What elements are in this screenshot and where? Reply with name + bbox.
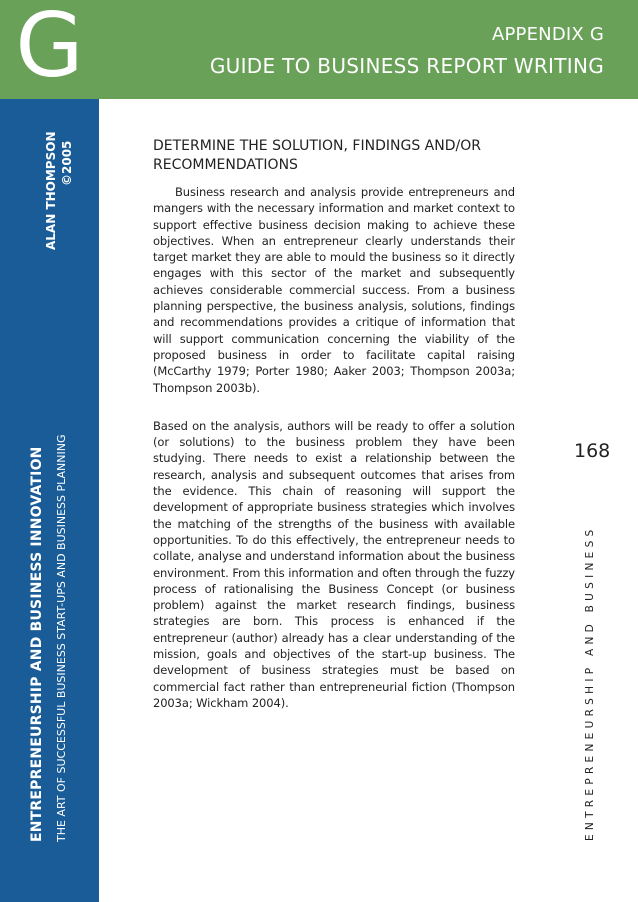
page-number: 168: [574, 440, 611, 462]
body-paragraph-2: Based on the analysis, authors will be ready to offer a solution (or solutions) to the business problem they have been studying. There needs to exist a relationship between the research, analysis and subsequent outcomes that arises from the evidence. This chain of reasoning will support the development of appropriate business strategies which involves the matching of the strengths of the business with available opportunities. To do this effectively, the entrepreneur needs to collate, analyse and understand information about the business environment. From this information and often through the fuzzy process of rationalising the Business Concept (or business problem) against the market research findings, business strategies are born. This process is enhanced if the entrepreneur (author) already has a clear understanding of the mission, goals and objectives of the start-up business. The development of business strategies must be based on commercial fact rather than entrepreneurial fiction (Thompson 2003a; Wickham 2004).: [153, 418, 515, 710]
appendix-label: APPENDIX G: [491, 24, 604, 45]
section-heading: DETERMINE THE SOLUTION, FINDINGS AND/OR RECOMMENDATIONS: [153, 138, 481, 173]
copyright-year: ©2005: [60, 140, 74, 186]
right-margin-running-title: ENTREPRENEURSHIP AND BUSINESS: [584, 525, 596, 841]
page-header: [99, 0, 638, 99]
main-content: [153, 137, 515, 711]
body-paragraph-1: Business research and analysis provide entrepreneurs and mangers with the necessary information and market context to support effective business decision making to achieve these objectives. When an entrepreneur clearly understands their target market they are able to mould the business so it directly engages with this sector of the market and subsequently achieves considerable commercial success. From a business planning perspective, the business analysis, solutions, findings and recommendations provides a critique of information that will support communication concerning the viability of the proposed business in order to facilitate capital raising (McCarthy 1979; Porter 1980; Aaker 2003; Thompson 2003a; Thompson 2003b).: [153, 185, 515, 395]
book-series-subtitle: THE ART OF SUCCESSFUL BUSINESS START-UPS AND BUSINESS PLANNING: [55, 434, 68, 842]
chapter-letter-box: [0, 0, 99, 99]
book-series-title: ENTREPRENEURSHIP AND BUSINESS INNOVATION: [29, 446, 45, 842]
author-name: ALAN THOMPSON: [44, 131, 58, 250]
header-title: GUIDE TO BUSINESS REPORT WRITING: [209, 54, 604, 78]
chapter-letter: G: [15, 0, 84, 97]
